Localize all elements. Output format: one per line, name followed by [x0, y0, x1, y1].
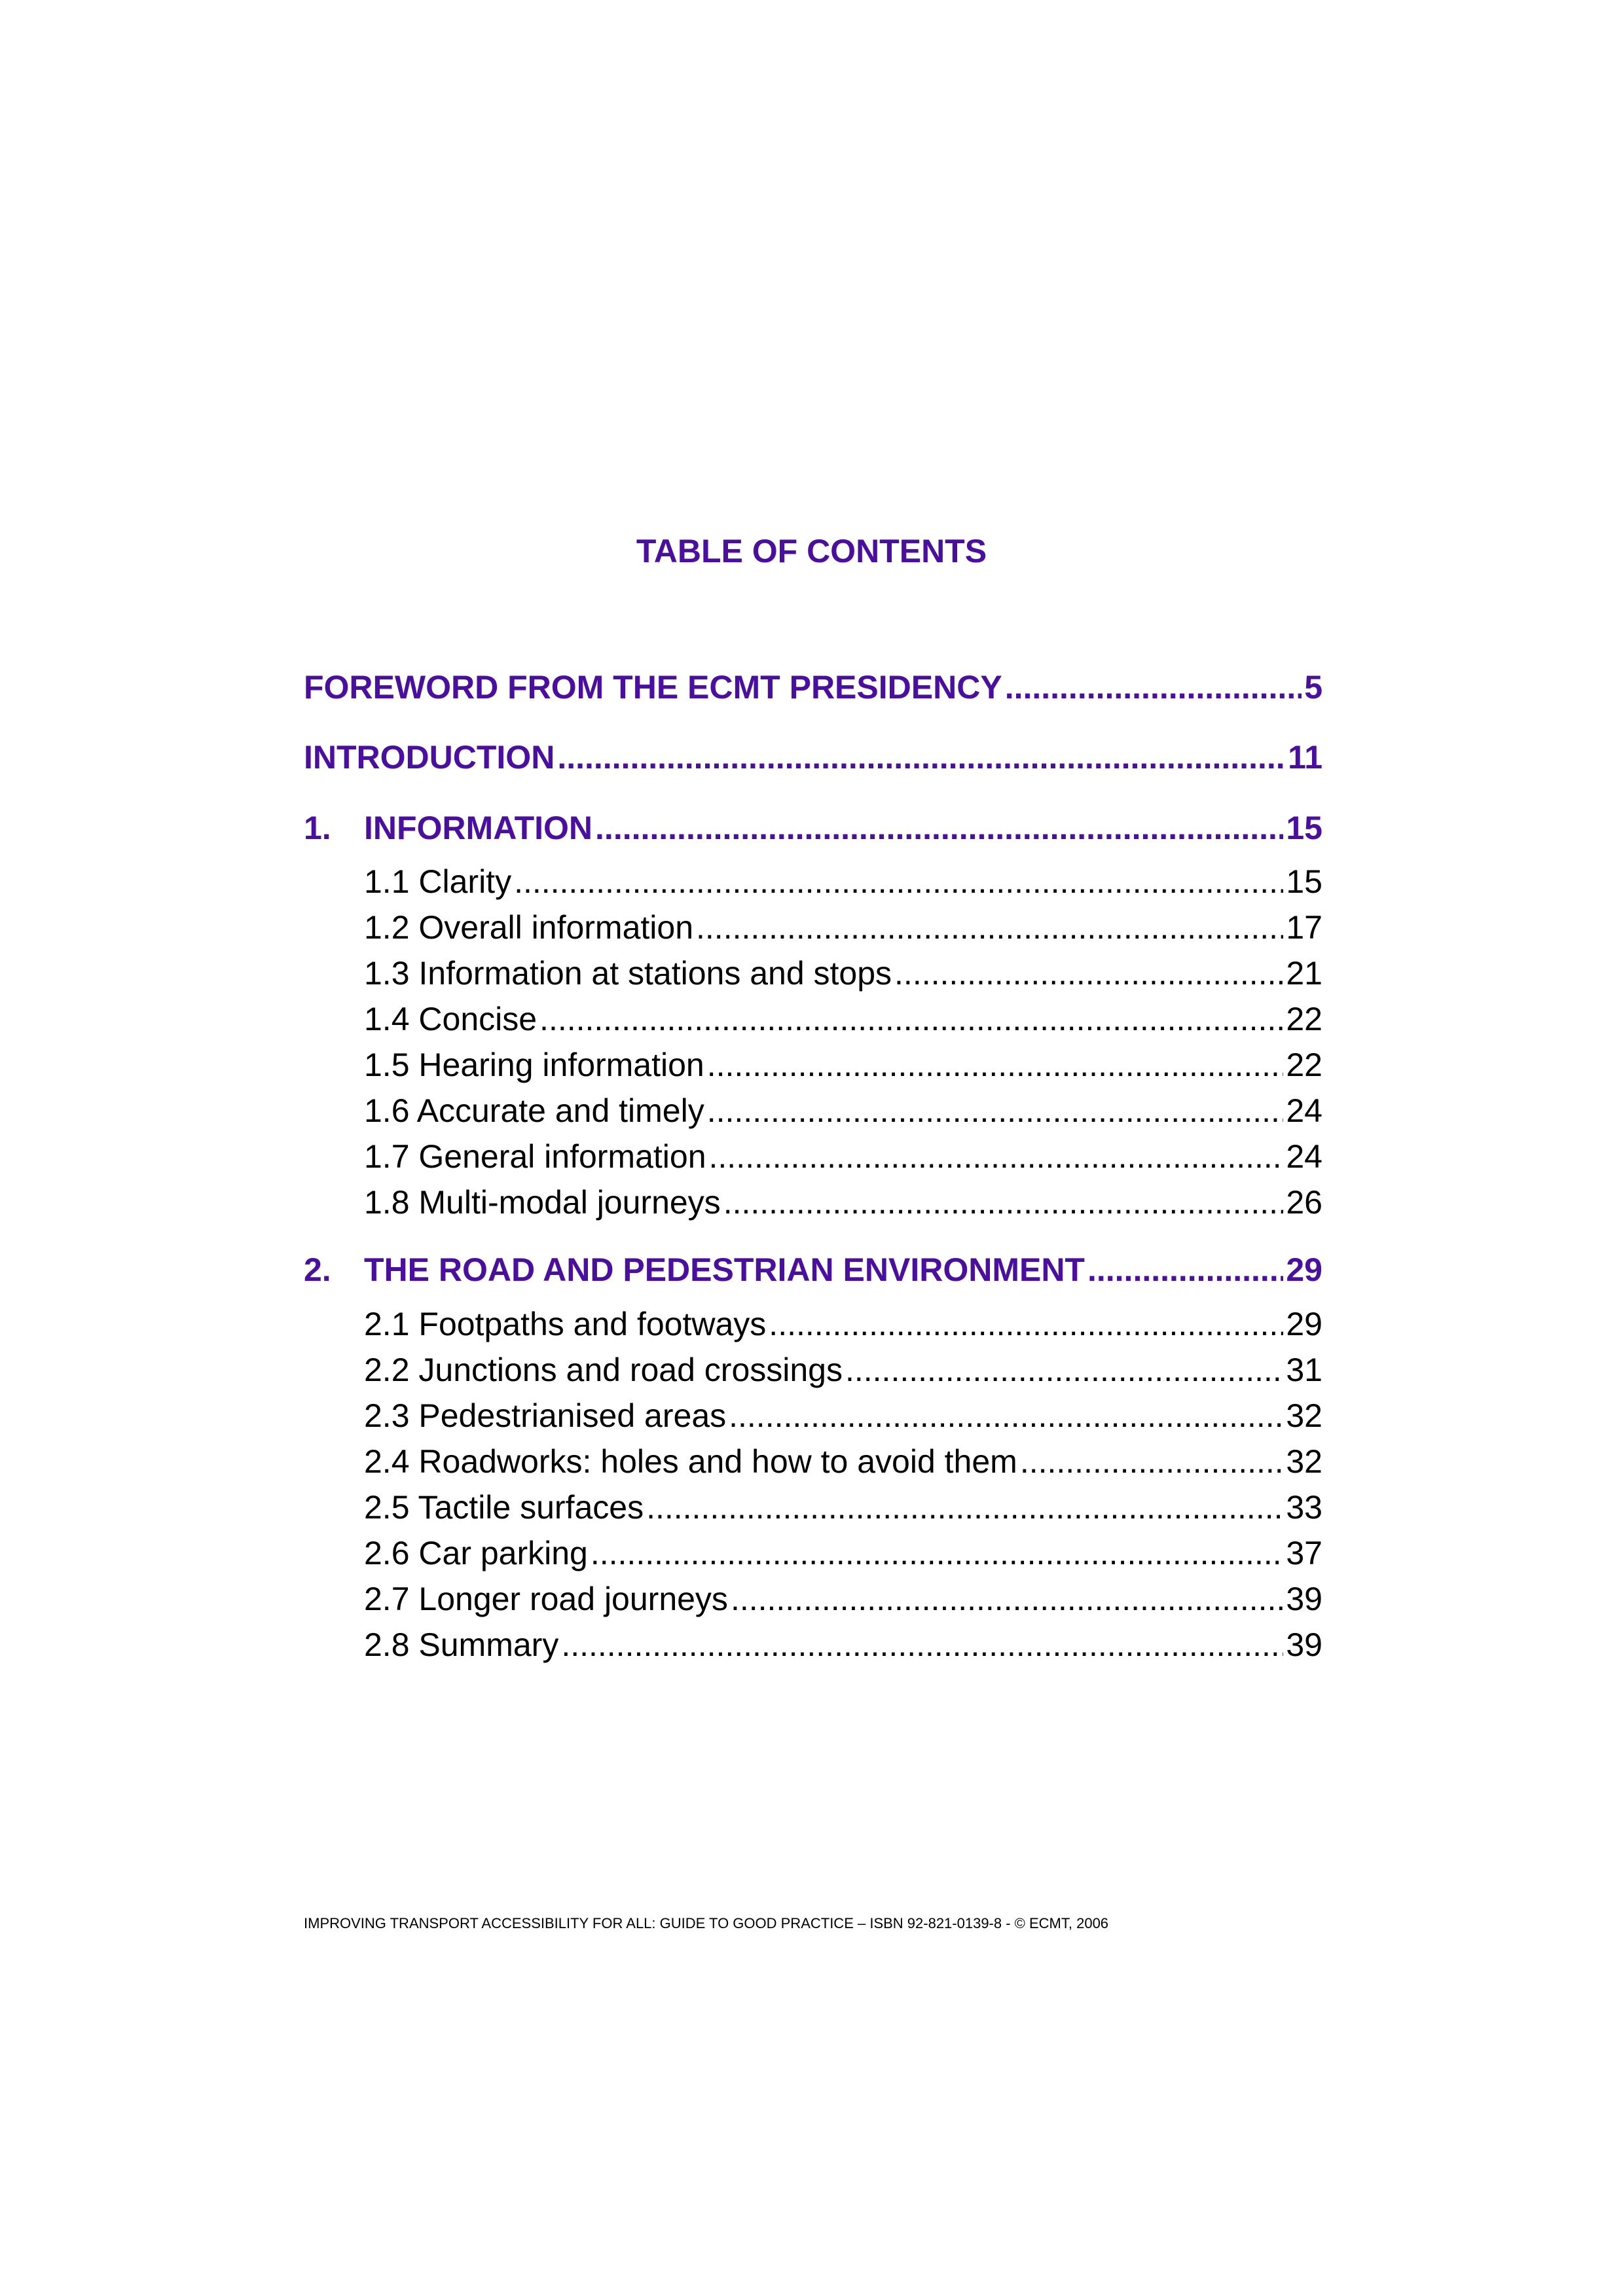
dot-leader [561, 1624, 1283, 1665]
toc-entry-label: 1.8 Multi-modal journeys [364, 1184, 721, 1221]
toc-subentry-2-1[interactable] [364, 1304, 1322, 1344]
toc-entry-page: 21 [1286, 955, 1322, 992]
toc-entry-label: 2.3 Pedestrianised areas [364, 1397, 727, 1434]
toc-subentry-1-4[interactable] [364, 999, 1322, 1039]
page-title: TABLE OF CONTENTS [636, 533, 987, 569]
toc-entry-introduction[interactable] [304, 736, 1322, 778]
dot-leader [557, 736, 1285, 778]
toc-entry-page: 22 [1286, 1001, 1322, 1037]
toc-entry-label: INTRODUCTION [304, 739, 555, 776]
toc-entry-label: 1.1 Clarity [364, 863, 512, 900]
toc-entry-label: 2.8 Summary [364, 1626, 559, 1663]
toc-subentry-2-3[interactable] [364, 1395, 1322, 1436]
dot-leader [1020, 1441, 1284, 1482]
toc-entry-page: 15 [1286, 810, 1322, 846]
toc-subentry-1-8[interactable] [364, 1182, 1322, 1223]
toc-entry-page: 33 [1286, 1489, 1322, 1526]
toc-entry-label: 1.6 Accurate and timely [364, 1092, 704, 1129]
dot-leader [845, 1350, 1283, 1390]
dot-leader [514, 861, 1283, 902]
toc-entry-label: 2.6 Car parking [364, 1535, 588, 1571]
dot-leader [1087, 1249, 1283, 1291]
dot-leader [707, 1045, 1284, 1085]
toc-entry-foreword[interactable] [304, 666, 1322, 708]
toc-subentry-2-2[interactable] [364, 1350, 1322, 1390]
toc-entry-page: 11 [1288, 739, 1322, 776]
toc-entry-label: INFORMATION [364, 810, 593, 846]
toc-subentry-1-2[interactable] [364, 907, 1322, 948]
toc-entry-page: 17 [1286, 909, 1322, 946]
toc-entry-label: 1.7 General information [364, 1138, 706, 1175]
toc-entry-label: 1.3 Information at stations and stops [364, 955, 892, 992]
toc-entry-page: 32 [1286, 1397, 1322, 1434]
toc-entry-label: 1.5 Hearing information [364, 1047, 704, 1083]
toc-entry-page: 24 [1286, 1092, 1322, 1129]
toc-entry-page: 29 [1286, 1251, 1322, 1288]
dot-leader [707, 1090, 1284, 1131]
toc-entry-label: 2.7 Longer road journeys [364, 1581, 728, 1617]
toc-subentry-1-6[interactable] [364, 1090, 1322, 1131]
dot-leader [646, 1487, 1283, 1528]
toc-entry-page: 31 [1286, 1352, 1322, 1388]
toc-subentry-2-8[interactable] [364, 1624, 1322, 1665]
toc-entry-chapter-1[interactable] [304, 807, 1322, 849]
toc-entry-label: 2.4 Roadworks: holes and how to avoid them [364, 1443, 1017, 1480]
toc-chapter-number: 2. [304, 1251, 331, 1288]
dot-leader [731, 1579, 1283, 1619]
toc-entry-page: 26 [1286, 1184, 1322, 1221]
dot-leader [696, 907, 1283, 948]
toc-entry-page: 32 [1286, 1443, 1322, 1480]
toc-entry-label: 1.4 Concise [364, 1001, 538, 1037]
toc-entry-chapter-2[interactable] [304, 1249, 1322, 1291]
toc-entry-label: THE ROAD AND PEDESTRIAN ENVIRONMENT [364, 1251, 1085, 1288]
dot-leader [595, 807, 1283, 849]
toc-chapter-number: 1. [304, 810, 331, 846]
toc-subentry-2-7[interactable] [364, 1579, 1322, 1619]
dot-leader [709, 1136, 1284, 1177]
dot-leader [894, 953, 1283, 994]
toc-entry-page: 22 [1286, 1047, 1322, 1083]
toc-subentry-1-5[interactable] [364, 1045, 1322, 1085]
toc-entry-page: 37 [1286, 1535, 1322, 1571]
dot-leader [1005, 666, 1302, 708]
toc-subentry-2-6[interactable] [364, 1533, 1322, 1573]
toc-entry-label: 1.2 Overall information [364, 909, 694, 946]
toc-entry-label: 2.5 Tactile surfaces [364, 1489, 644, 1526]
toc-subentry-1-7[interactable] [364, 1136, 1322, 1177]
toc-subentry-1-3[interactable] [364, 953, 1322, 994]
toc-subentry-2-4[interactable] [364, 1441, 1322, 1482]
toc-entry-page: 5 [1304, 669, 1322, 706]
toc-entry-label: 2.2 Junctions and road crossings [364, 1352, 843, 1388]
toc-subentry-2-5[interactable] [364, 1487, 1322, 1528]
toc-entry-label: FOREWORD FROM THE ECMT PRESIDENCY [304, 669, 1002, 706]
page-footer: IMPROVING TRANSPORT ACCESSIBILITY FOR ALL: GUIDE TO GOOD PRACTICE – ISBN 92-821-0139-8 - © ECMT, 2006 [304, 1915, 1109, 1931]
toc-entry-page: 24 [1286, 1138, 1322, 1175]
toc-entry-page: 29 [1286, 1306, 1322, 1342]
toc-entry-page: 39 [1286, 1626, 1322, 1663]
toc-entry-page: 15 [1286, 863, 1322, 900]
toc-entry-label: 2.1 Footpaths and footways [364, 1306, 767, 1342]
dot-leader [769, 1304, 1283, 1344]
dot-leader [729, 1395, 1283, 1436]
dot-leader [539, 999, 1283, 1039]
toc-subentry-1-1[interactable] [364, 861, 1322, 902]
toc-entry-page: 39 [1286, 1581, 1322, 1617]
dot-leader [591, 1533, 1284, 1573]
dot-leader [723, 1182, 1284, 1223]
